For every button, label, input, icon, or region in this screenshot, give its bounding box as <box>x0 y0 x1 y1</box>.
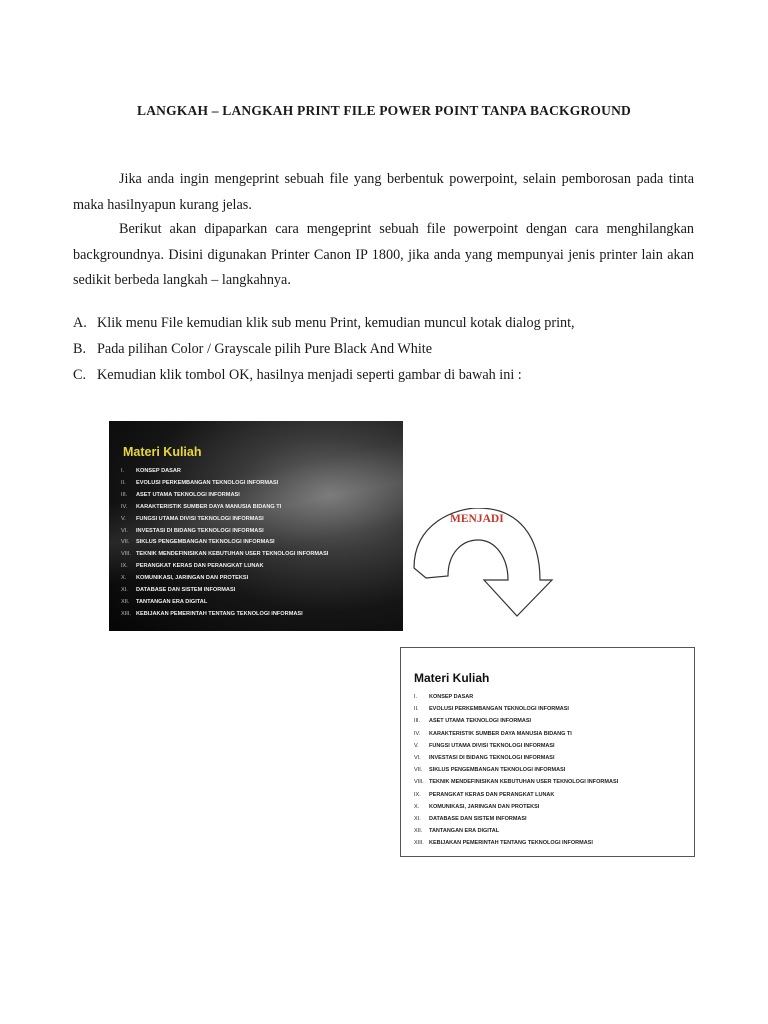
step-item <box>73 336 703 362</box>
topic-number: V. <box>414 742 419 749</box>
topic-number: IX. <box>121 563 128 570</box>
topic-number: I. <box>414 694 418 700</box>
topic-text: INVESTASI DI BIDANG TEKNOLOGI INFORMASI <box>429 755 555 762</box>
topic-number: III. <box>414 718 421 725</box>
topic-text: DATABASE DAN SISTEM INFORMASI <box>429 816 527 823</box>
topic-text: ASET UTAMA TEKNOLOGI INFORMASI <box>136 491 240 498</box>
steps-list <box>73 310 703 388</box>
topic-number: X. <box>121 575 127 582</box>
slide-topic-item <box>121 549 328 561</box>
step-marker: C. <box>73 367 87 383</box>
topic-text: TEKNIK MENDEFINISIKAN KEBUTUHAN USER TEKNOLOGI INFORMASI <box>429 779 619 786</box>
topic-text: KEBIJAKAN PEMERINTAH TENTANG TEKNOLOGI INFORMASI <box>429 840 593 847</box>
document-title: LANGKAH – LANGKAH PRINT FILE POWER POINT TANPA BACKGROUND <box>137 103 631 118</box>
topic-number: VII. <box>414 767 423 774</box>
topic-text: KARAKTERISTIK SUMBER DAYA MANUSIA BIDANG TI <box>136 503 282 510</box>
topic-number: XI. <box>414 816 421 823</box>
topic-number: XII. <box>414 828 423 835</box>
description-paragraph <box>73 217 694 294</box>
description-paragraph-text: Berikut akan dipaparkan cara mengeprint sebuah file powerpoint dengan cara menghilangkan backgroundnya. Disini digunakan Printer Canon IP 1800, jika anda yang mempunyai jenis printer lain akan sedikit berbeda langkah – langkahnya. <box>73 221 694 288</box>
topic-number: XII. <box>121 598 130 605</box>
slide-title: Materi Kuliah <box>414 671 490 685</box>
step-marker: B. <box>73 341 87 357</box>
slide-topic-item <box>121 478 328 490</box>
topic-number: VI. <box>414 755 421 762</box>
slide-topic-item <box>121 597 328 609</box>
topic-text: EVOLUSI PERKEMBANGAN TEKNOLOGI INFORMASI <box>136 479 279 486</box>
topic-number: IV. <box>121 503 128 510</box>
topic-number: VII. <box>121 539 130 546</box>
slide-topic-item <box>414 715 618 727</box>
slide-topic-item <box>121 561 328 573</box>
slide-topic-item <box>121 573 328 585</box>
topic-text: KONSEP DASAR <box>429 694 474 700</box>
slide-topic-item <box>414 703 618 715</box>
slide-topic-item <box>414 801 618 813</box>
topic-number: IV. <box>414 730 421 737</box>
slide-topic-item <box>121 502 328 514</box>
topic-number: VIII. <box>414 779 424 786</box>
step-text: Klik menu File kemudian klik sub menu Print, kemudian muncul kotak dialog print, <box>97 315 575 331</box>
slide-topic-item <box>414 789 618 801</box>
step-text: Kemudian klik tombol OK, hasilnya menjadi seperti gambar di bawah ini : <box>97 367 522 383</box>
topic-number: VIII. <box>121 551 131 558</box>
slide-topic-item <box>414 752 618 764</box>
intro-paragraph-text: Jika anda ingin mengeprint sebuah file yang berbentuk powerpoint, selain pemborosan pada tinta maka hasilnyapun kurang jelas. <box>73 171 694 213</box>
topic-number: VI. <box>121 527 128 534</box>
slide-topic-item <box>121 585 328 597</box>
topic-text: TEKNIK MENDEFINISIKAN KEBUTUHAN USER TEKNOLOGI INFORMASI <box>136 551 329 558</box>
slide-topic-item <box>121 526 328 538</box>
step-item <box>73 310 703 336</box>
slide-preview-dark <box>109 421 403 631</box>
slide-topic-item <box>414 728 618 740</box>
slide-preview-light <box>400 647 695 857</box>
slide-topic-item <box>121 609 328 621</box>
topic-text: KOMUNIKASI, JARINGAN DAN PROTEKSI <box>429 803 540 810</box>
slide-topic-list <box>121 466 328 621</box>
topic-text: FUNGSI UTAMA DIVISI TEKNOLOGI INFORMASI <box>429 742 555 749</box>
slide-topic-item <box>121 490 328 502</box>
topic-number: XI. <box>121 587 128 594</box>
slide-topic-item <box>121 537 328 549</box>
topic-number: II. <box>414 706 419 713</box>
topic-text: PERANGKAT KERAS DAN PERANGKAT LUNAK <box>429 791 555 798</box>
step-text: Pada pilihan Color / Grayscale pilih Pure Black And White <box>97 341 433 357</box>
slide-topic-item <box>414 691 618 703</box>
topic-text: KOMUNIKASI, JARINGAN DAN PROTEKSI <box>136 575 249 582</box>
topic-number: IX. <box>414 791 421 798</box>
topic-text: ASET UTAMA TEKNOLOGI INFORMASI <box>429 718 532 725</box>
topic-text: KONSEP DASAR <box>136 468 181 474</box>
slide-title: Materi Kuliah <box>123 445 202 459</box>
topic-number: V. <box>121 515 126 522</box>
topic-text: SIKLUS PENGEMBANGAN TEKNOLOGI INFORMASI <box>429 767 566 774</box>
slide-topic-item <box>414 764 618 776</box>
topic-text: EVOLUSI PERKEMBANGAN TEKNOLOGI INFORMASI <box>429 706 569 713</box>
topic-number: II. <box>121 479 126 486</box>
slide-topic-list <box>414 691 618 850</box>
topic-text: TANTANGAN ERA DIGITAL <box>429 828 500 835</box>
step-marker: A. <box>73 315 87 331</box>
topic-text: DATABASE DAN SISTEM INFORMASI <box>136 587 236 594</box>
topic-text: TANTANGAN ERA DIGITAL <box>136 598 208 605</box>
intro-paragraph <box>73 167 694 218</box>
topic-text: PERANGKAT KERAS DAN PERANGKAT LUNAK <box>136 563 264 570</box>
slide-topic-item <box>414 776 618 788</box>
slide-topic-item <box>414 837 618 849</box>
arrow-label: MENJADI <box>450 513 504 525</box>
topic-text: KEBIJAKAN PEMERINTAH TENTANG TEKNOLOGI INFORMASI <box>136 610 303 617</box>
topic-number: X. <box>414 803 420 810</box>
topic-number: I. <box>121 468 125 474</box>
slide-topic-item <box>414 825 618 837</box>
topic-number: III. <box>121 491 128 498</box>
slide-topic-item <box>414 740 618 752</box>
slide-topic-item <box>414 813 618 825</box>
slide-topic-item <box>121 466 328 478</box>
step-item <box>73 362 703 388</box>
topic-number: XIII. <box>121 610 131 617</box>
topic-text: SIKLUS PENGEMBANGAN TEKNOLOGI INFORMASI <box>136 539 275 546</box>
topic-number: XIII. <box>414 840 424 847</box>
slide-topic-item <box>121 514 328 526</box>
topic-text: FUNGSI UTAMA DIVISI TEKNOLOGI INFORMASI <box>136 515 264 522</box>
topic-text: KARAKTERISTIK SUMBER DAYA MANUSIA BIDANG TI <box>429 730 572 737</box>
topic-text: INVESTASI DI BIDANG TEKNOLOGI INFORMASI <box>136 527 264 534</box>
